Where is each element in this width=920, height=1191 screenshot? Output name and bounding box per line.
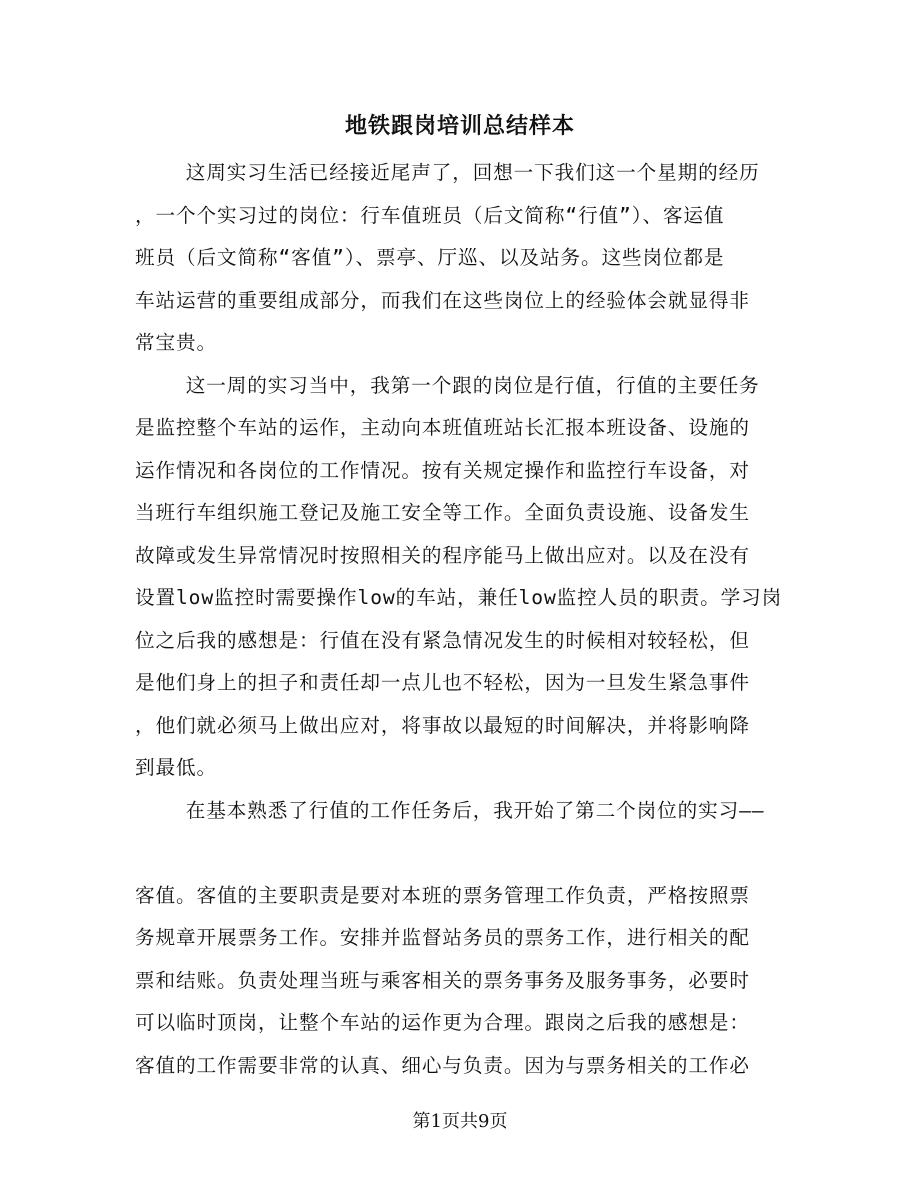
text-line: 这周实习生活已经接近尾声了，回想一下我们这一个星期的经历 [135,161,760,184]
text-line: 常宝贵。 [135,331,217,354]
document-body [135,152,785,1087]
text-line: 务规章开展票务工作。安排并监督站务员的票务工作，进行相关的配 [135,926,750,949]
text-line: ，他们就必须马上做出应对，将事故以最短的时间解决，并将影响降 [135,713,750,737]
page-footer: 第1页共9页 [412,1111,508,1132]
text-line: ，一个个实习过的岗位：行车值班员（后文简称“行值”）、客运值 [135,203,725,227]
text-line: 客值。客值的主要职责是要对本班的票务管理工作负责，严格按照票 [135,883,750,907]
text-line: 票和结账。负责处理当班与乘客相关的票务事务及服务事务，必要时 [135,968,750,992]
text-line: 是他们身上的担子和责任却一点儿也不轻松，因为一旦发生紧急事件 [135,671,750,694]
text-line: 可以临时顶岗，让整个车站的运作更为合理。跟岗之后我的感想是： [135,1011,750,1034]
text-line: 位之后我的感想是：行值在没有紧急情况发生的时候相对较轻松，但 [135,628,750,652]
text-line: 当班行车组织施工登记及施工安全等工作。全面负责设施、设备发生 [135,501,750,524]
document-title: 地铁跟岗培训总结样本 [344,113,575,139]
text-line: 客值的工作需要非常的认真、细心与负责。因为与票务相关的工作必 [135,1053,750,1077]
text-line: 车站运营的重要组成部分，而我们在这些岗位上的经验体会就显得非 [135,288,750,312]
text-line: 设置low监控时需要操作low的车站，兼任low监控人员的职责。学习岗 [135,586,783,609]
text-line: 班员（后文简称“客值”）、票亭、厅巡、以及站务。这些岗位都是 [135,246,725,269]
text-line: 运作情况和各岗位的工作情况。按有关规定操作和监控行车设备，对 [135,458,750,482]
text-line: 到最低。 [135,756,217,779]
text-line: 故障或发生异常情况时按照相关的程序能马上做出应对。以及在没有 [135,543,750,567]
text-line: 这一周的实习当中，我第一个跟的岗位是行值，行值的主要任务 [135,373,760,397]
text-line: 在基本熟悉了行值的工作任务后，我开始了第二个岗位的实习—— [135,798,765,822]
text-line: 是监控整个车站的运作，主动向本班值班站长汇报本班设备、设施的 [135,416,750,439]
text-line [135,832,785,875]
